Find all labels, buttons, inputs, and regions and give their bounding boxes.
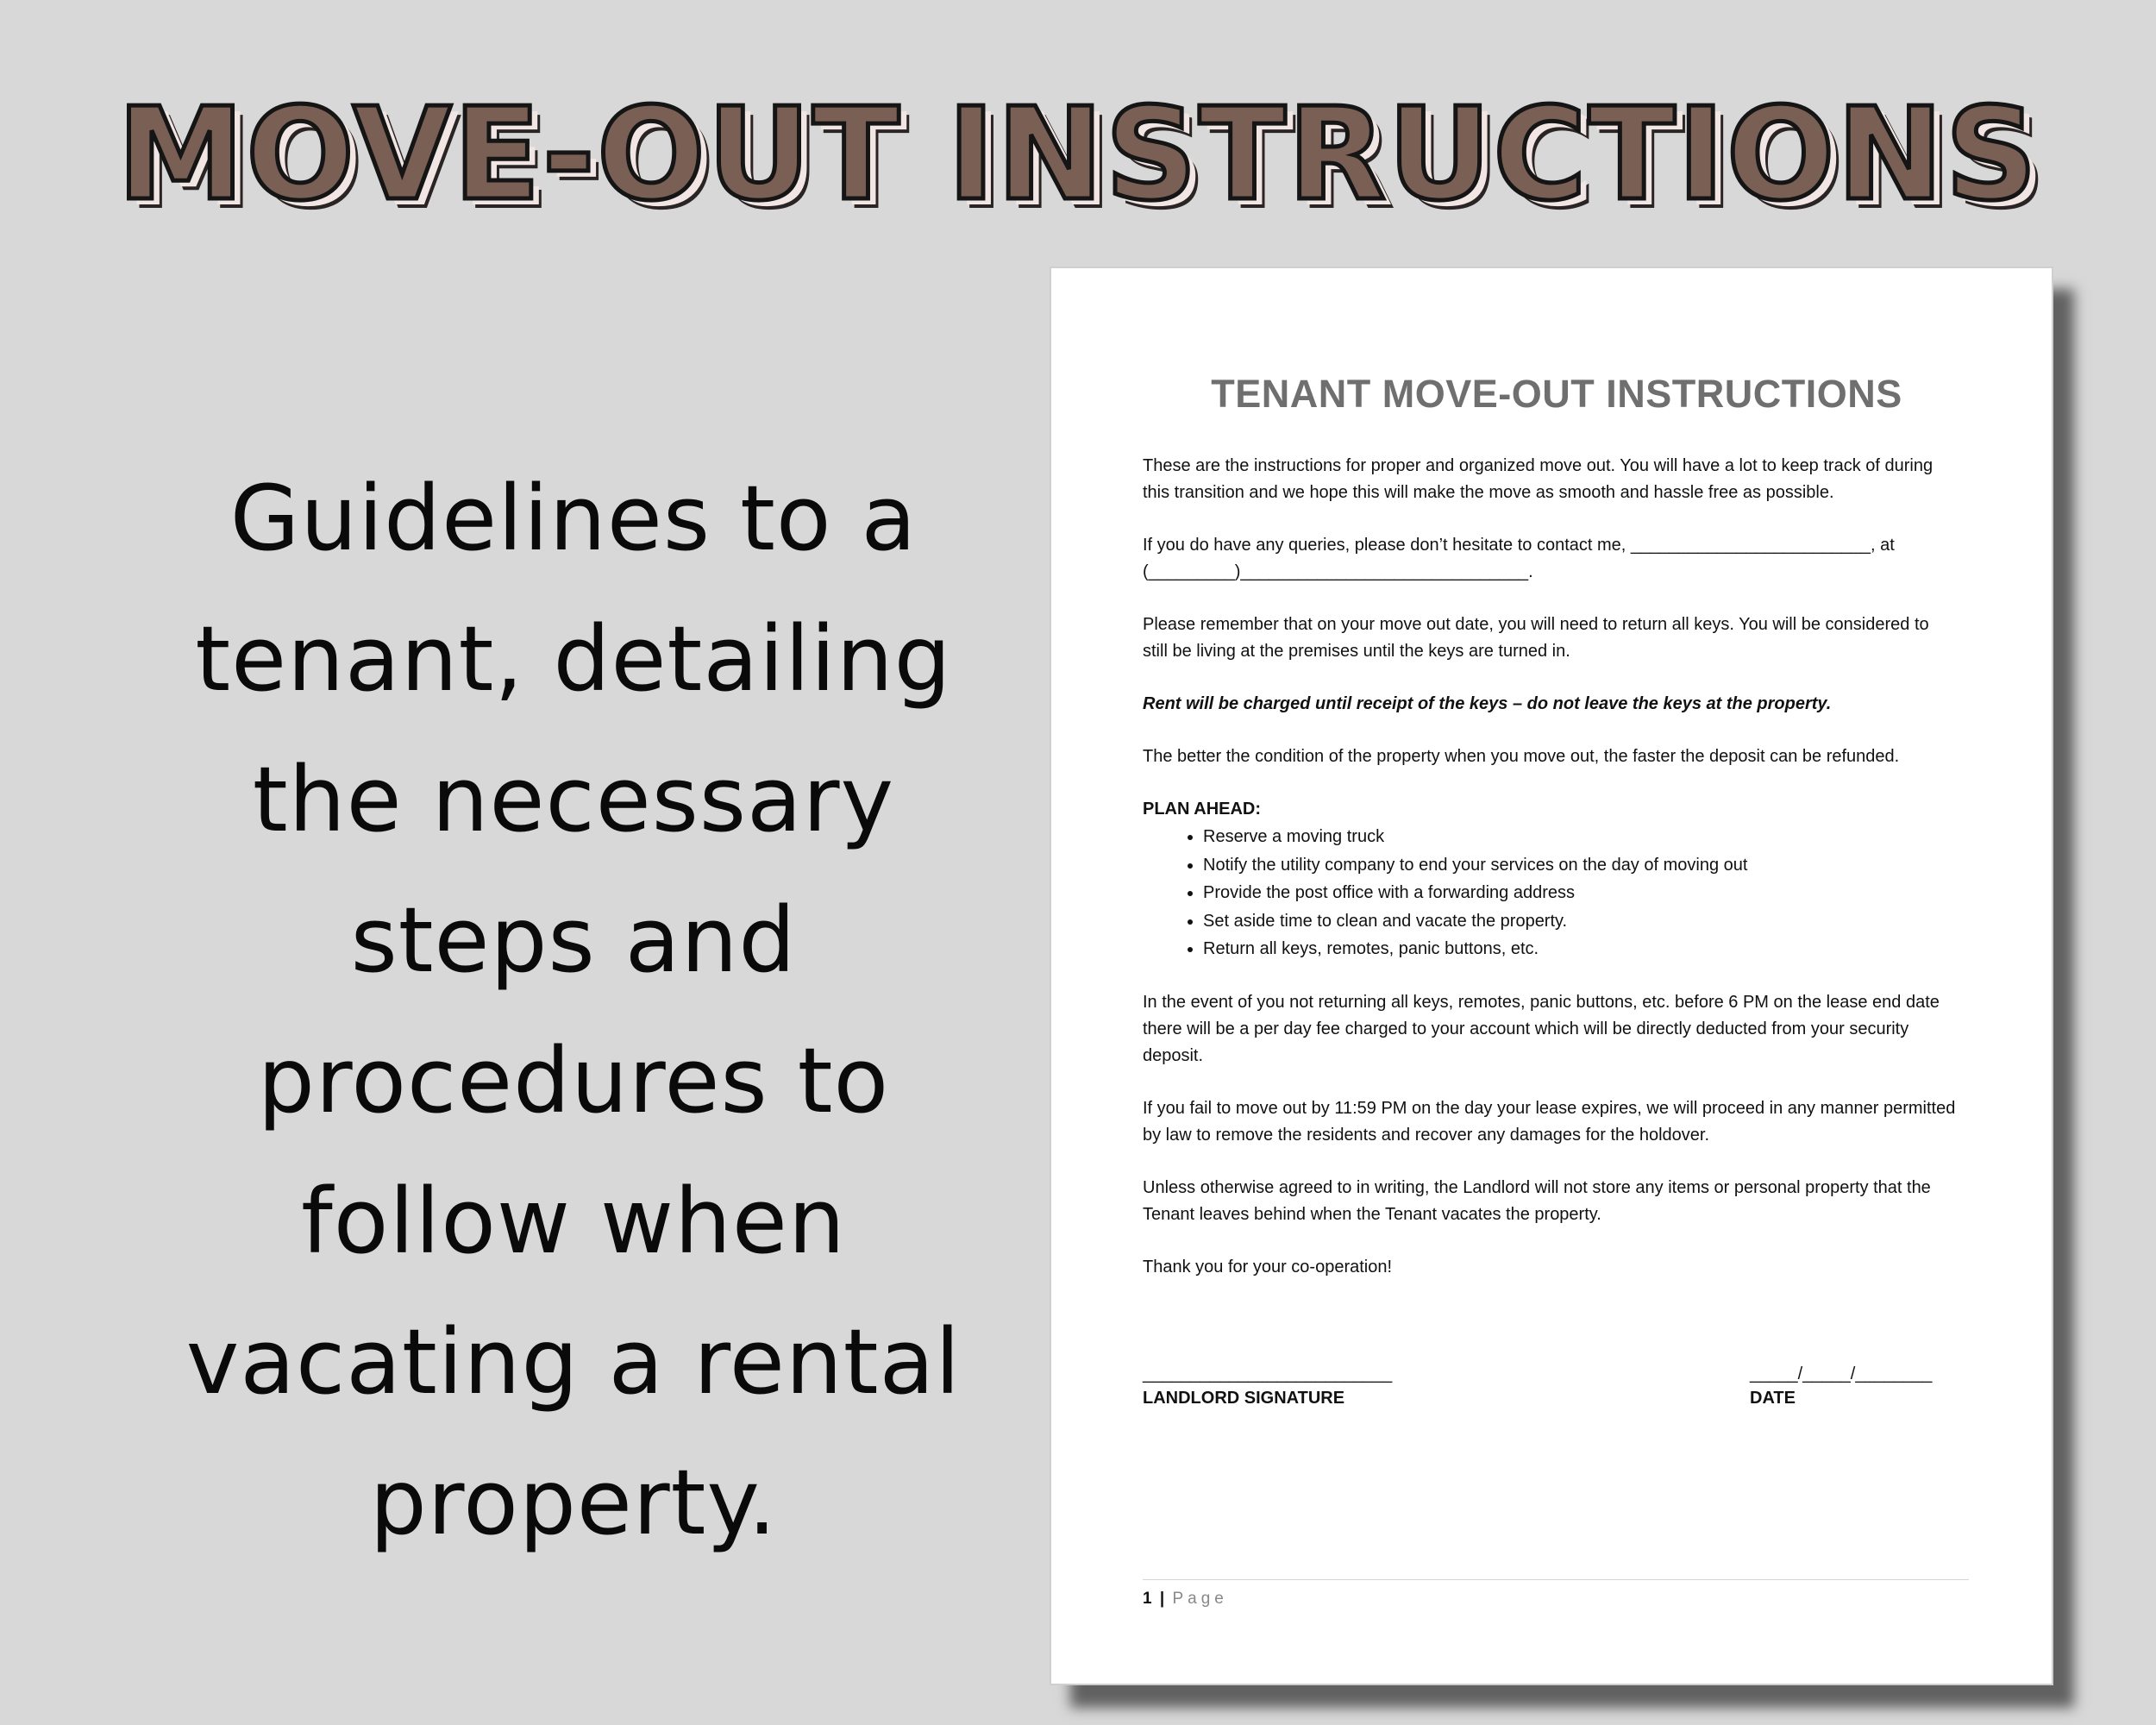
contact-paragraph: If you do have any queries, please don’t hesitate to contact me, _________________________, at (_________)______________________________.: [1143, 536, 1895, 581]
storage-paragraph: Unless otherwise agreed to in writing, the Landlord will not store any items or personal property that the Tenant leaves behind when the Tenant vacates the property.: [1143, 1177, 1931, 1224]
date-label: DATE: [1750, 1389, 1796, 1408]
tagline: Guidelines to a tenant, detailing the necessary steps and procedures to follow when vacating a rental property.: [185, 466, 962, 1555]
list-item: • Set aside time to clean and vacate the property.: [1203, 907, 1958, 936]
document-title: TENANT MOVE-OUT INSTRUCTIONS: [1211, 372, 1902, 416]
plan-ahead-list: [1143, 823, 1958, 963]
signature-line[interactable]: __________________________: [1143, 1364, 1393, 1383]
landlord-signature-block: [1143, 1362, 1392, 1410]
page-separator: |: [1159, 1590, 1165, 1608]
keys-paragraph: Please remember that on your move out date, you will need to return all keys. You will be considered to still be living at the premises until the keys are turned in.: [1143, 615, 1929, 661]
intro-paragraph: These are the instructions for proper and organized move out. You will have a lot to keep track of during this transition and we hope this will make the move as smooth and hassle free as possible.: [1143, 456, 1934, 502]
rent-warning: Rent will be charged until receipt of the keys – do not leave the keys at the property.: [1143, 694, 1832, 713]
page-footer: [1143, 1590, 1228, 1609]
signature-label: LANDLORD SIGNATURE: [1143, 1389, 1345, 1408]
date-line[interactable]: _____/_____/________: [1750, 1364, 1933, 1383]
list-item: • Reserve a moving truck: [1203, 823, 1958, 851]
holdover-paragraph: If you fail to move out by 11:59 PM on the day your lease expires, we will proceed in any manner permitted by law to remove the residents and recover any damages for the holdover.: [1143, 1098, 1956, 1145]
banner-title: MOVE-OUT INSTRUCTIONS: [116, 80, 2040, 229]
list-item: • Provide the post office with a forwarding address: [1203, 879, 1958, 907]
document-body: [1143, 453, 1958, 1307]
thanks-paragraph: Thank you for your co-operation!: [1143, 1257, 1393, 1276]
signature-row: [1143, 1362, 1958, 1431]
plan-ahead-heading: PLAN AHEAD:: [1143, 800, 1262, 819]
list-item: • Notify the utility company to end your services on the day of moving out: [1203, 851, 1958, 880]
date-block: [1750, 1362, 1932, 1410]
page-label: Page: [1172, 1590, 1228, 1608]
fee-paragraph: In the event of you not returning all keys, remotes, panic buttons, etc. before 6 PM on the lease end date there will be a per day fee charged to your account which will be directly deducted from your security deposit.: [1143, 992, 1940, 1065]
list-item: • Return all keys, remotes, panic buttons, etc.: [1203, 935, 1958, 963]
deposit-paragraph: The better the condition of the property when you move out, the faster the deposit can be refunded.: [1143, 747, 1900, 766]
page-number: 1: [1143, 1590, 1152, 1608]
document-page: [1050, 267, 2053, 1685]
footer-divider: [1143, 1579, 1969, 1580]
